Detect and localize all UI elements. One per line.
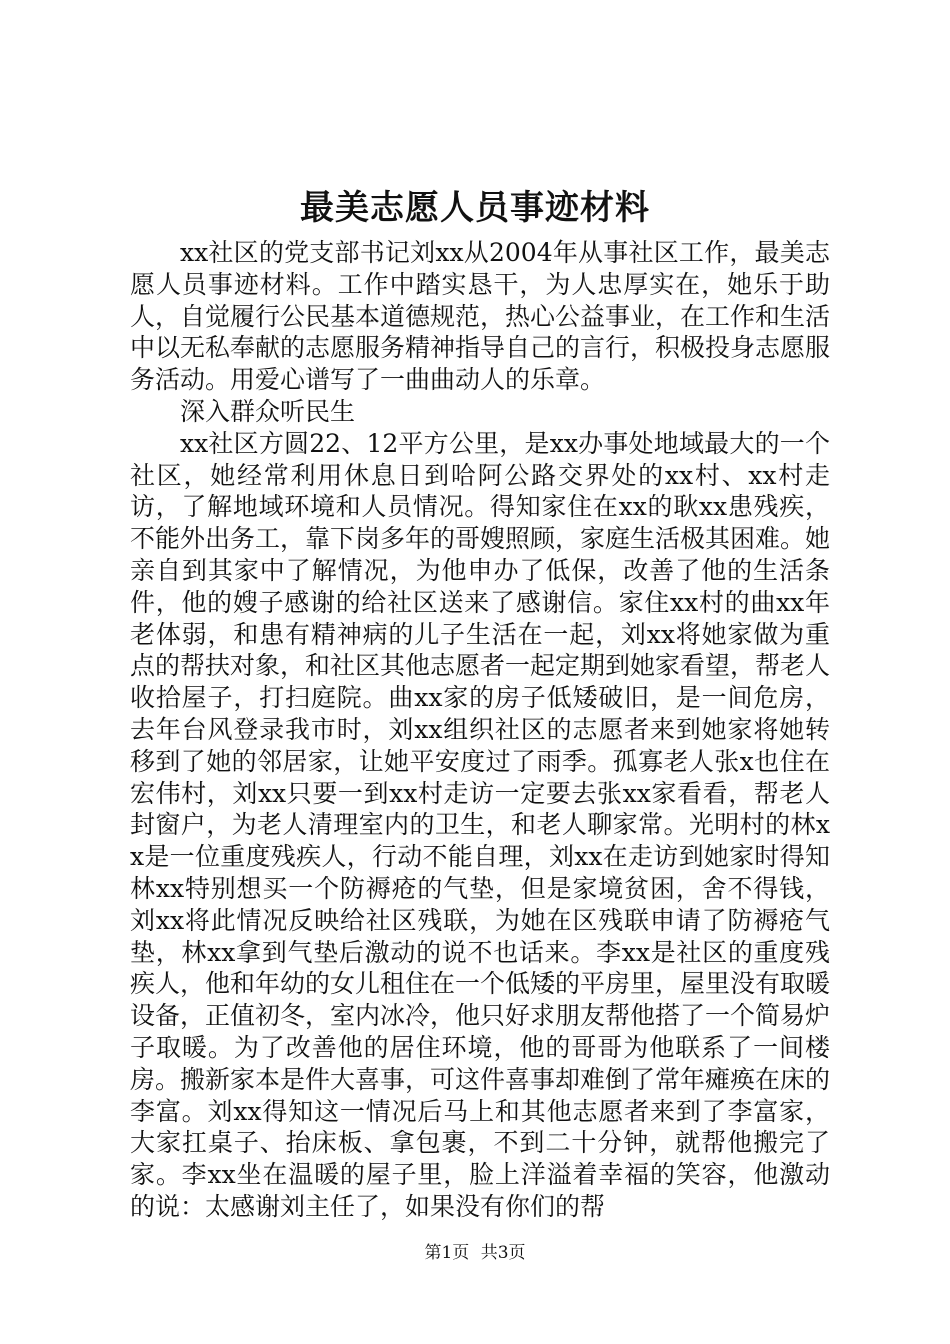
page-number: 第1页 (424, 1243, 470, 1263)
document-title: 最美志愿人员事迹材料 (300, 188, 650, 228)
section-heading: 深入群众听民生 (180, 396, 356, 426)
paragraph-main: xx社区方圆22、12平方公里，是xx办事处地域最大的一个社区，她经常利用休息日到哈阿公路交界处的xx村、xx村走访，了解地域环境和人员情况。得知家住在xx的耿xx患残疾，不能外出务工，靠下岗多年的哥嫂照顾，家庭生活极其困难。她亲自到其家中了解情况，为他申办了低保，改善了他的生活条件，他的嫂子感谢的给社区送来了感谢信。家住xx村的曲xx年老体弱，和患有精神病的儿子生活在一起，刘xx将她家做为重点的帮扶对象，和社区其他志愿者一起定期到她家看望，帮老人收拾屋子，打扫庭院。曲xx家的房子低矮破旧，是一间危房，去年台风登录我市时，刘xx组织社区的志愿者来到她家将她转移到了她的邻居家，让她平安度过了雨季。孤寡老人张x也住在宏伟村，刘xx只要一到xx村走访一定要去张xx家看看，帮老人封窗户，为老人清理室内的卫生，和老人聊家常。光明村的林xx是一位重度残疾人，行动不能自理，刘xx在走访到她家时得知林xx特别想买一个防褥疮的气垫，但是家境贫困，舍不得钱，刘xx将此情况反映给社区残联，为她在区残联申请了防褥疮气垫，林xx拿到气垫后激动的说不也话来。李xx是社区的重度残疾人，他和年幼的女儿租住在一个低矮的平房里，屋里没有取暖设备，正值初冬，室内冰冷，他只好求朋友帮他搭了一个简易炉子取暖。为了改善他的居住环境，他的哥哥为他联系了一间楼房。搬新家本是件大喜事，可这件喜事却难倒了常年瘫痪在床的李富。刘xx得知这一情况后马上和其他志愿者来到了李富家，大家扛桌子、抬床板、拿包裹，不到二十分钟，就帮他搬完了家。李xx坐在温暖的屋子里，脸上洋溢着幸福的笑容，他激动的说：太感谢刘主任了，如果没有你们的帮 (130, 428, 831, 1221)
page-footer (0, 1242, 950, 1264)
page-total: 共3页 (480, 1243, 526, 1263)
document-body (130, 237, 830, 1223)
paragraph-intro: xx社区的党支部书记刘xx从2004年从事社区工作，最美志愿人员事迹材料。工作中踏实恳干，为人忠厚实在，她乐于助人，自觉履行公民基本道德规范，热心公益事业，在工作和生活中以无私奉献的志愿服务精神指导自己的言行，积极投身志愿服务活动。用爱心谱写了一曲曲动人的乐章。 (130, 238, 831, 395)
